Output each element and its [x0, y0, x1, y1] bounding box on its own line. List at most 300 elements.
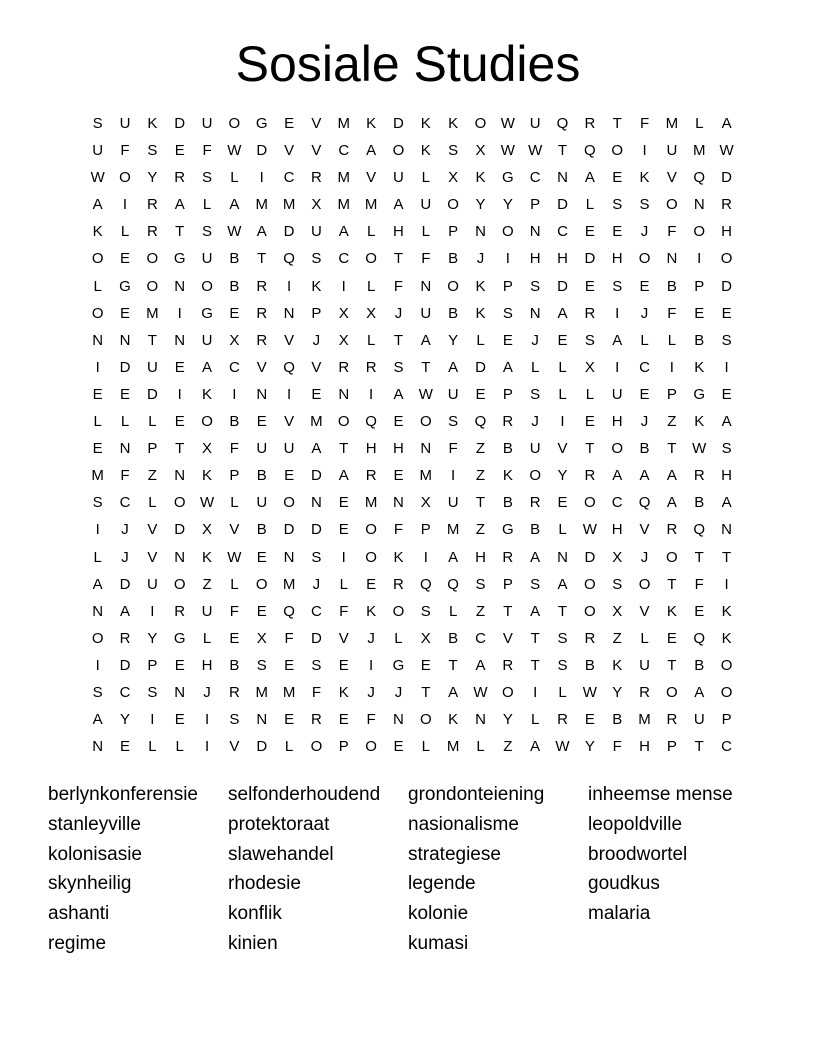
grid-letter: F [120, 142, 130, 160]
grid-letter: P [338, 738, 349, 756]
grid-letter: F [339, 602, 349, 620]
grid-letter: M [146, 304, 159, 322]
grid-letter: U [201, 331, 213, 349]
grid-letter: U [447, 494, 459, 512]
grid-letter: A [475, 656, 486, 674]
grid-letter: D [119, 358, 131, 376]
grid-letter: I [560, 413, 565, 431]
grid-letter: Z [475, 521, 486, 539]
grid-letter: E [338, 711, 349, 729]
grid-letter: O [720, 683, 733, 701]
grid-letter: E [639, 277, 650, 295]
grid-letter: U [529, 115, 541, 132]
grid-letter: L [421, 738, 430, 756]
grid-letter: A [612, 331, 623, 349]
grid-letter: G [173, 250, 186, 268]
grid-letter: X [366, 304, 377, 322]
grid-letter: J [640, 413, 649, 431]
grid-letter: T [667, 656, 677, 674]
grid-letter: K [612, 656, 623, 674]
word-list-item: slawehandel [228, 843, 334, 865]
grid-letter: Q [693, 629, 706, 647]
grid-letter: K [147, 115, 158, 132]
grid-letter: E [120, 250, 131, 268]
grid-letter: L [202, 629, 212, 647]
grid-letter: P [502, 277, 513, 295]
grid-letter: S [557, 656, 568, 674]
grid-letter: I [341, 277, 346, 295]
grid-letter: O [720, 250, 733, 268]
grid-letter: H [393, 223, 404, 241]
grid-letter: S [530, 575, 541, 593]
grid-letter: L [175, 738, 184, 756]
grid-letter: G [119, 277, 131, 295]
word-list-item: strategiese [408, 843, 501, 865]
grid-letter: U [256, 440, 268, 458]
grid-letter: L [476, 331, 485, 349]
grid-letter: I [369, 385, 374, 403]
grid-letter: S [530, 277, 541, 295]
grid-letter: I [615, 304, 620, 322]
grid-letter: J [531, 331, 539, 349]
word-list [48, 780, 788, 959]
grid-letter: R [338, 358, 350, 376]
grid-letter: I [642, 142, 647, 160]
grid-letter: N [557, 169, 568, 187]
grid-letter: L [476, 738, 485, 756]
grid-letter: W [500, 115, 515, 132]
grid-letter: H [721, 223, 732, 241]
grid-letter: A [393, 385, 404, 403]
grid-letter: R [256, 304, 268, 322]
grid-letter: T [257, 250, 267, 268]
grid-letter: M [337, 169, 351, 187]
word-search-grid [84, 110, 741, 760]
grid-letter: R [639, 683, 650, 701]
grid-letter: E [584, 223, 595, 241]
grid-letter: R [365, 467, 377, 485]
grid-letter: L [640, 331, 649, 349]
grid-letter: L [667, 331, 677, 349]
grid-letter: H [721, 467, 732, 485]
grid-letter: M [446, 738, 460, 756]
word-list-item: selfonderhoudend [228, 784, 381, 805]
grid-letter: N [393, 711, 404, 729]
grid-letter: W [692, 440, 707, 458]
grid-letter: H [393, 440, 404, 458]
grid-letter: E [120, 385, 131, 403]
grid-letter: R [666, 711, 678, 729]
grid-letter: D [283, 223, 295, 241]
grid-letter: Q [447, 575, 459, 593]
grid-letter: B [530, 521, 541, 539]
grid-letter: L [148, 413, 157, 431]
grid-letter: S [393, 358, 404, 376]
grid-letter: N [174, 548, 186, 566]
grid-letter: M [255, 196, 268, 214]
grid-letter: E [502, 331, 513, 349]
grid-letter: S [202, 169, 213, 187]
grid-letter: D [311, 521, 322, 539]
grid-letter: P [666, 738, 677, 756]
grid-letter: U [420, 196, 432, 214]
grid-letter: X [420, 494, 431, 512]
grid-letter: S [448, 413, 459, 431]
grid-letter: U [393, 169, 404, 187]
grid-letter: H [365, 440, 377, 458]
grid-letter: O [584, 575, 596, 593]
grid-letter: R [119, 629, 131, 647]
grid-letter: D [557, 196, 568, 214]
grid-letter: O [447, 196, 459, 214]
grid-letter: M [665, 115, 679, 132]
grid-letter: Z [475, 602, 486, 620]
grid-letter: Z [475, 467, 486, 485]
grid-letter: K [366, 115, 377, 132]
grid-letter: H [639, 738, 650, 756]
grid-letter: R [256, 331, 268, 349]
grid-letter: U [119, 115, 131, 132]
grid-letter: M [692, 142, 706, 160]
grid-letter: F [393, 521, 404, 539]
grid-letter: B [502, 494, 513, 512]
grid-letter: R [502, 656, 514, 674]
grid-letter: P [502, 385, 513, 403]
word-list-item: kinien [228, 932, 278, 954]
grid-letter: Q [693, 169, 706, 187]
grid-letter: O [611, 142, 624, 160]
grid-letter: A [557, 304, 568, 322]
grid-letter: J [476, 250, 485, 268]
grid-letter: T [393, 250, 404, 268]
grid-letter: M [638, 711, 651, 729]
grid-letter: S [612, 196, 623, 214]
grid-letter: A [448, 358, 459, 376]
grid-letter: A [338, 467, 349, 485]
grid-letter: L [339, 575, 348, 593]
grid-letter: M [91, 467, 104, 485]
grid-letter: N [92, 331, 104, 349]
grid-letter: A [639, 467, 650, 485]
grid-letter: A [202, 358, 213, 376]
grid-letter: I [204, 738, 210, 756]
grid-letter: I [177, 385, 182, 403]
grid-letter: S [584, 331, 595, 349]
grid-letter: E [229, 629, 240, 647]
grid-letter: A [120, 602, 131, 620]
grid-letter: S [557, 629, 568, 647]
grid-letter: A [448, 548, 459, 566]
grid-letter: J [640, 304, 649, 322]
grid-letter: M [310, 413, 323, 431]
grid-letter: K [721, 602, 732, 620]
grid-letter: I [232, 385, 237, 403]
grid-letter: N [174, 277, 186, 295]
grid-letter: I [122, 196, 128, 214]
grid-letter: V [311, 115, 322, 132]
grid-letter: N [256, 711, 268, 729]
grid-letter: S [612, 575, 623, 593]
grid-letter: U [611, 385, 623, 403]
grid-letter: F [612, 738, 622, 756]
grid-letter: H [611, 250, 623, 268]
grid-letter: O [337, 413, 350, 431]
grid-letter: I [341, 548, 346, 566]
grid-letter: Q [584, 142, 596, 160]
grid-letter: U [639, 656, 650, 674]
grid-letter: N [119, 440, 131, 458]
grid-letter: O [419, 413, 432, 431]
grid-letter: D [256, 738, 268, 756]
grid-letter: F [366, 711, 376, 729]
grid-letter: N [174, 467, 186, 485]
grid-letter: L [284, 738, 294, 756]
grid-letter: X [612, 548, 623, 566]
grid-letter: O [201, 277, 213, 295]
grid-letter: O [666, 196, 678, 214]
grid-letter: A [530, 602, 541, 620]
grid-letter: T [475, 494, 486, 512]
grid-letter: E [92, 440, 103, 458]
grid-letter: I [724, 575, 729, 593]
grid-letter: N [283, 548, 295, 566]
grid-letter: Z [202, 575, 212, 593]
grid-letter: V [366, 169, 377, 187]
grid-letter: S [721, 331, 732, 349]
grid-letter: L [531, 358, 540, 376]
grid-letter: N [666, 250, 678, 268]
grid-letter: O [419, 711, 432, 729]
grid-letter: H [529, 250, 541, 268]
word-list-item: kolonisasie [48, 843, 142, 865]
grid-letter: O [584, 494, 596, 512]
grid-letter: O [255, 575, 268, 593]
grid-letter: M [282, 196, 296, 214]
grid-letter: F [202, 142, 212, 160]
grid-letter: M [282, 575, 296, 593]
grid-letter: T [339, 440, 349, 458]
grid-letter: P [311, 304, 322, 322]
grid-letter: E [721, 385, 732, 403]
grid-letter: T [503, 602, 513, 620]
grid-letter: O [91, 304, 104, 322]
grid-letter: Q [556, 115, 569, 132]
grid-letter: I [95, 358, 100, 376]
grid-letter: F [284, 629, 294, 647]
grid-letter: A [366, 142, 377, 160]
grid-letter: I [150, 711, 155, 729]
grid-letter: D [311, 467, 322, 485]
grid-letter: U [693, 711, 705, 729]
grid-letter: K [694, 413, 705, 431]
grid-letter: X [338, 331, 349, 349]
grid-letter: P [666, 385, 677, 403]
grid-letter: N [529, 304, 541, 322]
grid-letter: A [393, 196, 404, 214]
grid-letter: W [199, 494, 215, 512]
grid-letter: C [721, 738, 732, 756]
grid-letter: X [338, 304, 349, 322]
grid-letter: M [364, 196, 378, 214]
grid-letter: B [612, 711, 623, 729]
grid-letter: O [666, 683, 678, 701]
grid-letter: S [448, 142, 459, 160]
grid-letter: U [201, 602, 213, 620]
grid-letter: K [694, 358, 705, 376]
grid-letter: T [694, 738, 704, 756]
grid-letter: B [229, 413, 240, 431]
grid-letter: L [695, 115, 704, 132]
grid-letter: O [91, 629, 104, 647]
grid-letter: O [310, 738, 323, 756]
grid-letter: U [666, 142, 678, 160]
grid-letter: L [366, 277, 376, 295]
grid-letter: P [147, 656, 158, 674]
grid-letter: I [204, 711, 210, 729]
grid-letter: E [338, 494, 349, 512]
word-list-item: protektoraat [228, 813, 330, 835]
grid-letter: U [283, 440, 295, 458]
grid-letter: L [394, 629, 403, 647]
grid-letter: A [448, 683, 459, 701]
grid-letter: C [311, 602, 322, 620]
grid-letter: W [719, 142, 734, 160]
grid-letter: A [174, 196, 185, 214]
grid-letter: C [283, 169, 295, 187]
grid-letter: T [393, 331, 404, 349]
grid-letter: O [146, 250, 159, 268]
grid-letter: A [530, 548, 541, 566]
grid-letter: T [175, 440, 185, 458]
grid-letter: R [584, 467, 596, 485]
grid-letter: N [283, 304, 295, 322]
grid-letter: F [421, 250, 431, 268]
grid-letter: E [284, 656, 295, 674]
grid-letter: N [475, 223, 486, 241]
grid-letter: E [393, 738, 404, 756]
grid-letter: V [256, 358, 267, 376]
grid-letter: A [92, 575, 103, 593]
grid-letter: E [120, 738, 131, 756]
grid-letter: T [448, 656, 458, 674]
grid-letter: I [451, 467, 456, 485]
grid-letter: E [694, 602, 705, 620]
grid-letter: L [148, 494, 157, 512]
grid-letter: N [174, 331, 186, 349]
grid-letter: L [640, 629, 649, 647]
grid-letter: Y [502, 711, 513, 729]
grid-letter: L [120, 223, 130, 241]
grid-letter: L [366, 331, 376, 349]
grid-letter: V [502, 629, 513, 647]
grid-letter: N [256, 385, 268, 403]
grid-letter: W [90, 169, 105, 187]
grid-letter: O [501, 683, 514, 701]
word-list-item: berlynkonferensie [48, 784, 198, 805]
grid-letter: J [394, 683, 403, 701]
grid-letter: X [229, 331, 240, 349]
grid-letter: F [393, 277, 404, 295]
grid-letter: S [147, 142, 158, 160]
grid-letter: Q [638, 494, 651, 512]
grid-letter: E [366, 575, 377, 593]
grid-letter: D [584, 250, 596, 268]
grid-letter: K [202, 467, 213, 485]
grid-letter: W [227, 142, 242, 160]
grid-letter: D [721, 277, 732, 295]
grid-letter: M [419, 467, 433, 485]
grid-letter: T [175, 223, 185, 241]
word-list-item: inheemse mense [588, 784, 733, 805]
grid-letter: Q [693, 521, 706, 539]
grid-letter: U [201, 115, 213, 132]
grid-letter: L [120, 413, 130, 431]
word-list-item: ashanti [48, 903, 110, 925]
grid-letter: R [311, 711, 322, 729]
word-list-item: leopoldville [588, 813, 683, 835]
grid-letter: K [475, 169, 486, 187]
grid-letter: V [557, 440, 568, 458]
grid-letter: S [530, 385, 541, 403]
grid-letter: Y [475, 196, 486, 214]
grid-letter: L [93, 413, 102, 431]
word-list-item: legende [408, 873, 476, 895]
grid-letter: B [256, 467, 267, 485]
grid-letter: M [337, 115, 351, 132]
grid-letter: U [146, 358, 158, 376]
grid-letter: L [230, 169, 239, 187]
grid-letter: J [203, 683, 211, 701]
grid-letter: A [311, 440, 322, 458]
grid-letter: D [119, 656, 131, 674]
grid-letter: M [364, 494, 378, 512]
grid-letter: O [228, 115, 241, 132]
grid-letter: W [473, 683, 488, 701]
grid-letter: D [146, 385, 158, 403]
grid-letter: V [311, 142, 322, 160]
grid-letter: O [720, 656, 733, 674]
grid-letter: D [475, 358, 486, 376]
word-list-item: rhodesie [228, 873, 301, 895]
grid-letter: J [312, 331, 321, 349]
grid-letter: I [423, 548, 428, 566]
grid-letter: F [448, 440, 458, 458]
grid-letter: X [475, 142, 486, 160]
grid-letter: K [721, 629, 732, 647]
grid-letter: P [448, 223, 459, 241]
grid-letter: N [393, 494, 404, 512]
grid-letter: V [284, 413, 295, 431]
grid-letter: W [555, 738, 570, 756]
grid-letter: R [502, 548, 514, 566]
grid-letter: E [174, 413, 185, 431]
grid-letter: D [119, 575, 131, 593]
grid-letter: R [146, 223, 158, 241]
grid-letter: Y [502, 196, 513, 214]
page-title: Sosiale Studies [235, 36, 581, 92]
grid-letter: F [311, 683, 321, 701]
grid-letter: U [447, 385, 459, 403]
grid-letter: K [92, 223, 103, 241]
word-list-item: kumasi [408, 932, 469, 954]
grid-letter: H [611, 413, 623, 431]
grid-letter: T [557, 142, 568, 160]
grid-letter: B [694, 494, 705, 512]
grid-letter: F [639, 115, 650, 132]
grid-letter: A [338, 223, 349, 241]
grid-letter: Q [474, 413, 487, 431]
grid-letter: V [229, 521, 240, 539]
